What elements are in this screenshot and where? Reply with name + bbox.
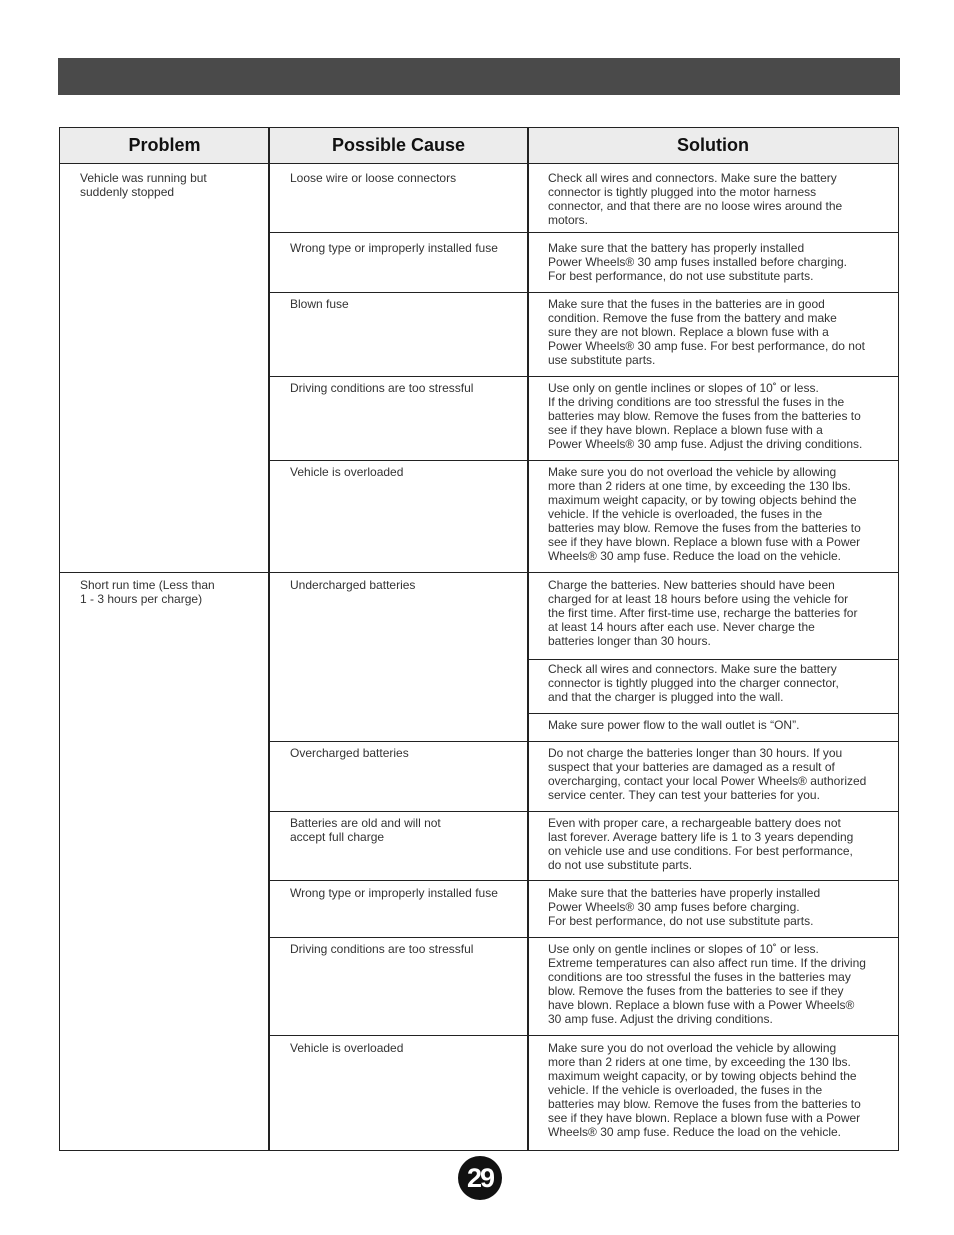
solution-cell: Make sure that the battery has properly installed Power Wheels® 30 amp fuses installed before charging. For best performance, do not use substitute parts. xyxy=(548,241,847,283)
solution-cell: Make sure power flow to the wall outlet is “ON”. xyxy=(548,718,800,732)
problem-cell: Short run time (Less than 1 - 3 hours per charge) xyxy=(80,578,215,606)
solution-cell: Check all wires and connectors. Make sure the battery connector is tightly plugged into the motor harness connector, and that there are no loose wires around the motors. xyxy=(548,171,843,227)
solution-cell: Make sure that the batteries have properly installed Power Wheels® 30 amp fuses before charging. For best performance, do not use substitute parts. xyxy=(548,886,821,928)
cause-cell: Wrong type or improperly installed fuse xyxy=(290,886,498,900)
solution-cell: Make sure that the fuses in the batteries are in good condition. Remove the fuse from the battery and make sure they are not blown. Replace a blown fuse with a Power Wheels® 30 amp fuse. For best performance, do not use substitute parts. xyxy=(548,297,865,367)
cause-cell: Wrong type or improperly installed fuse xyxy=(290,241,498,255)
header-bar xyxy=(58,58,900,95)
cause-cell: Undercharged batteries xyxy=(290,578,416,592)
header-solution: Solution xyxy=(677,135,749,155)
row-divider xyxy=(269,376,898,377)
cause-cell: Batteries are old and will not accept full charge xyxy=(290,816,441,844)
cause-cell: Blown fuse xyxy=(290,297,349,311)
page-number-badge: 29 xyxy=(458,1156,502,1200)
row-divider xyxy=(269,811,898,812)
sub-row-divider xyxy=(528,659,898,660)
cause-cell: Overcharged batteries xyxy=(290,746,409,760)
row-divider xyxy=(269,292,898,293)
solution-cell: Even with proper care, a rechargeable battery does not last forever. Average battery life is 1 to 3 years depending on vehicle use and use conditions. For best performance, do not use substitute parts. xyxy=(548,816,854,872)
row-divider xyxy=(269,460,898,461)
header-problem: Problem xyxy=(128,135,201,155)
troubleshooting-table xyxy=(59,127,899,1151)
solution-cell: Do not charge the batteries longer than 30 hours. If you suspect that your batteries are damaged as a result of overcharging, contact your local Power Wheels® authorized service center. They can test your batteries for you. xyxy=(548,746,867,802)
table-header-row xyxy=(60,128,898,164)
row-divider xyxy=(269,1035,898,1036)
cause-cell: Driving conditions are too stressful xyxy=(290,381,474,395)
solution-cell: Charge the batteries. New batteries should have been charged for at least 18 hours before using the vehicle for the first time. After first-time use, recharge the batteries for at least 14 hours after each use. Never charge the batteries longer than 30 hours. xyxy=(548,578,858,648)
cause-cell: Vehicle is overloaded xyxy=(290,465,404,479)
sub-row-divider xyxy=(528,713,898,714)
solution-cell: Make sure you do not overload the vehicle by allowing more than 2 riders at one time, by exceeding the 130 lbs. maximum weight capacity, or by towing objects behind the vehicle. If the vehicle is overloaded, the fuses in the batteries may blow. Remove the fuses from the batteries to see if they have blown. Replace a blown fuse with a Power Wheels® 30 amp fuse. Reduce the load on the vehicle. xyxy=(548,1041,861,1139)
group-divider xyxy=(60,572,898,573)
row-divider xyxy=(269,937,898,938)
solution-cell: Check all wires and connectors. Make sure the battery connector is tightly plugged into the charger connector, and that the charger is plugged into the wall. xyxy=(548,662,839,704)
cause-cell: Loose wire or loose connectors xyxy=(290,171,457,185)
solution-cell: Use only on gentle inclines or slopes of 10˚ or less. Extreme temperatures can also affect run time. If the driving conditions are too stressful the fuses in the batteries may blow. Remove the fuses from the batteries to see if they have blown. Replace a blown fuse with a Power Wheels® 30 amp fuse. Adjust the driving conditions. xyxy=(548,942,866,1026)
solution-cell: Make sure you do not overload the vehicle by allowing more than 2 riders at one time, by exceeding the 130 lbs. maximum weight capacity, or by towing objects behind the vehicle. If the vehicle is overloaded, the fuses in the batteries may blow. Remove the fuses from the batteries to see if they have blown. Replace a blown fuse with a Power Wheels® 30 amp fuse. Reduce the load on the vehicle. xyxy=(548,465,861,563)
column-divider-2 xyxy=(527,128,529,1150)
row-divider xyxy=(269,741,898,742)
header-possible-cause: Possible Cause xyxy=(331,135,466,155)
row-divider xyxy=(269,232,898,233)
column-divider-1 xyxy=(268,128,270,1150)
row-divider xyxy=(269,880,898,881)
problem-cell: Vehicle was running but suddenly stopped xyxy=(80,171,207,199)
cause-cell: Driving conditions are too stressful xyxy=(290,942,474,956)
solution-cell: Use only on gentle inclines or slopes of 10˚ or less. If the driving conditions are too stressful the fuses in the batteries may blow. Remove the fuses from the batteries to see if they have blown. Replace a blown fuse with a Power Wheels® 30 amp fuse. Adjust the driving conditions. xyxy=(548,381,863,451)
cause-cell: Vehicle is overloaded xyxy=(290,1041,404,1055)
